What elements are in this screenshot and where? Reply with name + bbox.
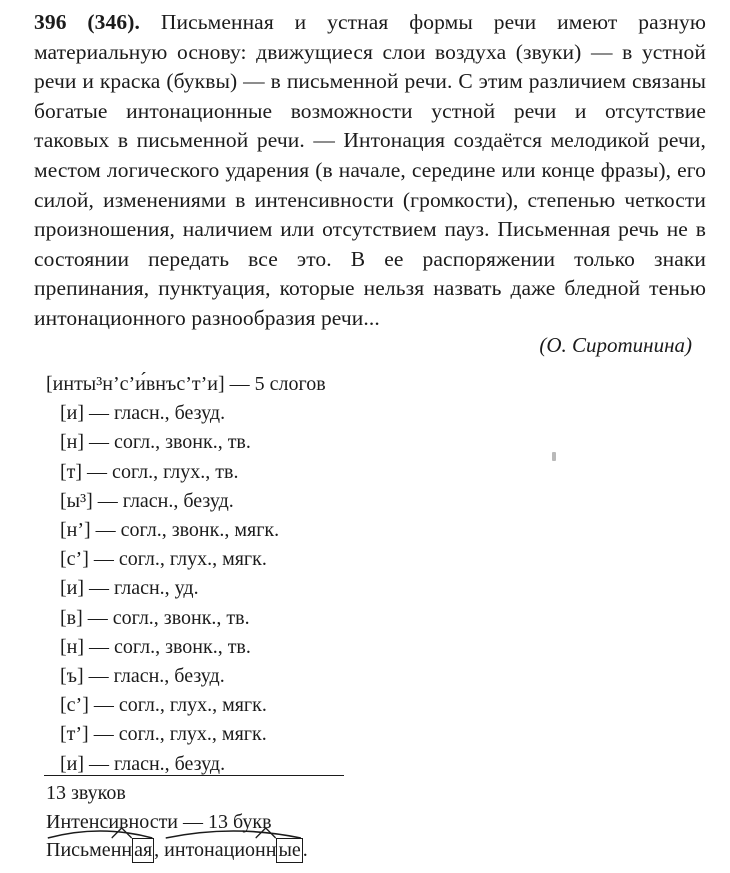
- phonetic-row: [н] — согл., звонк., тв.: [60, 431, 251, 454]
- word-one-stem: Письме: [46, 839, 111, 861]
- phonetic-transcription-line: [инты³н’с’и́внъс’т’и] — 5 слогов: [46, 373, 326, 395]
- word-one-suffix: нн: [110, 839, 133, 861]
- phonetic-row: [с’] — согл., глух., мягк.: [60, 694, 267, 717]
- phonetic-totals: [46, 779, 272, 837]
- phonetic-row: [с’] — согл., глух., мягк.: [60, 548, 267, 571]
- word-two-suffix-wrap: [255, 839, 276, 862]
- morpheme-separator: ,: [154, 839, 165, 861]
- phonetic-row: [и] — гласн., безуд.: [60, 402, 226, 425]
- word-two-suffix: нн: [255, 839, 277, 861]
- phonetic-row: [т] — согл., глух., тв.: [60, 460, 239, 483]
- phonetic-row: [в] — согл., звонк., тв.: [60, 606, 250, 629]
- scan-speck: [552, 452, 556, 461]
- horizontal-divider: [44, 775, 344, 776]
- word-one-ending: ая: [134, 839, 153, 861]
- word-two-ending: ые: [278, 839, 301, 861]
- morpheme-word-one: [46, 838, 154, 863]
- exercise-paragraph: [34, 8, 706, 334]
- letter-count: Интенсивности — 13 букв: [46, 811, 272, 833]
- sound-count: 13 звуков: [46, 782, 126, 804]
- phonetic-row: [ъ] — гласн., безуд.: [60, 665, 225, 688]
- exercise-number: 396 (346).: [34, 10, 140, 34]
- morpheme-period: .: [302, 839, 308, 861]
- phonetic-row: [ы³] — гласн., безуд.: [60, 489, 234, 512]
- word-one-suffix-wrap: [111, 839, 132, 862]
- phonetic-row: [и] — гласн., безуд.: [60, 752, 226, 775]
- phonetic-row: [т’] — согл., глух., мягк.: [60, 723, 267, 746]
- word-two-stem: интонацио: [164, 839, 256, 861]
- phonetic-row: [и] — гласн., уд.: [60, 577, 199, 600]
- morpheme-analysis-line: [46, 838, 308, 863]
- morpheme-word-two: [164, 838, 303, 863]
- exercise-attribution: (О. Сиротинина): [539, 333, 692, 357]
- phonetic-row: [н’] — согл., звонк., мягк.: [60, 519, 280, 542]
- exercise-body-text: Письменная и устная формы речи имеют разную материальную основу: движущиеся слои воздуха (звуки) — в устной речи и краска (буквы) — в письменной речи. С этим различием связаны богатые интонационные возможности устной речи и отсутствие таковых в письменной речи. — Интонация создаётся мелодикой речи, местом логического ударения (в начале, середине или конце фразы), его силой, изменениями в интенсивности (громкости), степенью четкости произношения, наличием или отсутствием пауз. Письменная речь не в состоянии передать все это. В ее распоряжении только знаки препинания, пунктуация, которые нельзя назвать даже бледной тенью интонационного разнообразия речи...: [34, 10, 706, 330]
- phonetic-analysis-block: [46, 370, 476, 779]
- phonetic-row: [н] — согл., звонк., тв.: [60, 635, 251, 658]
